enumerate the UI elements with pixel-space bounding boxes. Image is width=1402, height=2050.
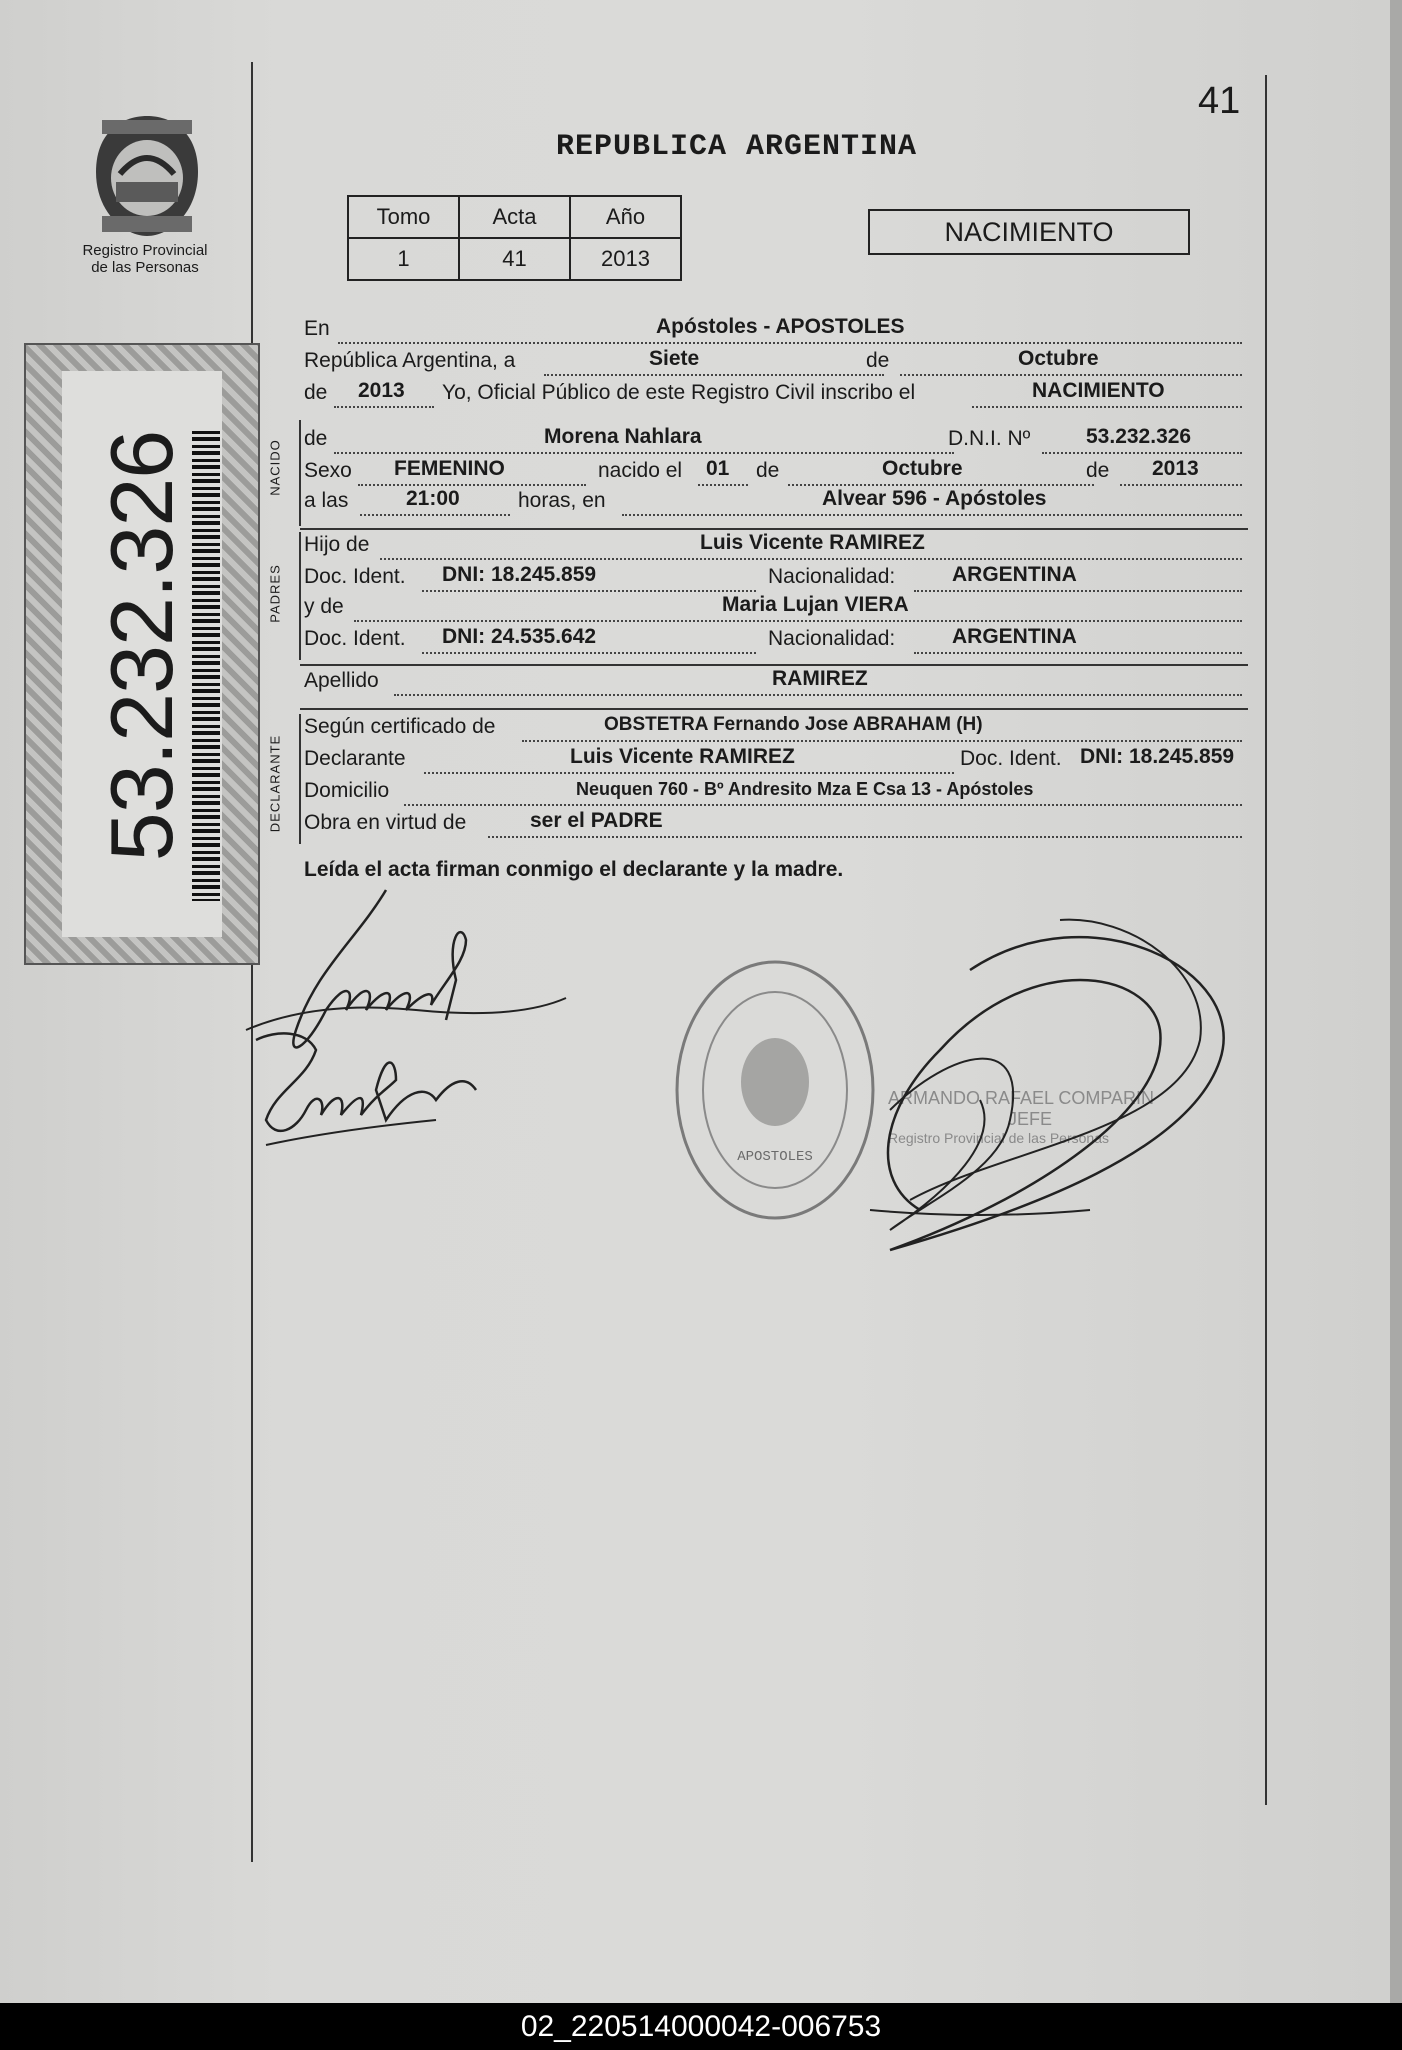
father-nationality-value: ARGENTINA bbox=[952, 563, 1077, 586]
nacido-label: NACIDO bbox=[267, 439, 283, 496]
dotted-line bbox=[914, 652, 1242, 654]
father-name-value: Luis Vicente RAMIREZ bbox=[700, 531, 925, 554]
logo-caption-line1: Registro Provincial bbox=[82, 242, 208, 259]
dotted-line bbox=[334, 406, 434, 408]
seal-center-text: APOSTOLES bbox=[737, 1149, 813, 1165]
registry-header-anio: Año bbox=[570, 196, 681, 238]
declarant-doc-value: DNI: 18.245.859 bbox=[1080, 745, 1235, 768]
dni-value: 53.232.326 bbox=[1086, 425, 1192, 448]
barcode-icon bbox=[192, 431, 220, 901]
official-office: Registro Provincial de las Personas bbox=[888, 1130, 1109, 1146]
provincial-coat-of-arms-icon bbox=[90, 112, 205, 240]
registry-header-tomo: Tomo bbox=[348, 196, 459, 238]
obra-label: Obra en virtud de bbox=[304, 811, 467, 834]
closing-statement: Leída el acta firman conmigo el declarante y la madre. bbox=[304, 858, 844, 881]
nacionalidad-label: Nacionalidad: bbox=[768, 565, 896, 588]
official-title: JEFE bbox=[1008, 1109, 1053, 1129]
page-number: 41 bbox=[1198, 80, 1241, 122]
republica-label: República Argentina, a bbox=[304, 349, 516, 372]
doc-label: Doc. Ident. bbox=[304, 627, 406, 650]
name-value: Morena Nahlara bbox=[544, 425, 702, 448]
de-label: de bbox=[304, 427, 328, 450]
de-label: de bbox=[1086, 459, 1110, 482]
document-title: REPUBLICA ARGENTINA bbox=[556, 130, 918, 164]
declarante-bracket bbox=[299, 714, 301, 844]
dotted-line bbox=[698, 484, 748, 486]
domicilio-label: Domicilio bbox=[304, 779, 390, 802]
de-label: de bbox=[866, 349, 890, 372]
certificate-value: OBSTETRA Fernando Jose ABRAHAM (H) bbox=[604, 714, 983, 735]
obra-value: ser el PADRE bbox=[530, 809, 663, 832]
official-signature-icon bbox=[830, 910, 1250, 1310]
dotted-line bbox=[914, 590, 1242, 592]
anio-label: de bbox=[304, 381, 328, 404]
row-obra bbox=[304, 809, 1246, 842]
birth-day-value: 01 bbox=[706, 457, 730, 480]
declarant-name-value: Luis Vicente RAMIREZ bbox=[570, 745, 795, 768]
official-name: ARMANDO RAFAEL COMPARIN bbox=[888, 1088, 1155, 1108]
hour-value: 21:00 bbox=[406, 487, 460, 510]
segun-label: Según certificado de bbox=[304, 715, 496, 738]
nacido-bracket bbox=[299, 420, 301, 526]
yo-text: Yo, Oficial Público de este Registro Civil inscribo el bbox=[442, 381, 916, 404]
dotted-line bbox=[544, 374, 884, 376]
row-domicilio bbox=[304, 780, 1246, 810]
apellido-label: Apellido bbox=[304, 669, 379, 692]
row-en bbox=[304, 315, 1246, 348]
registry-value-anio: 2013 bbox=[570, 238, 681, 280]
id-sticker-number: 53.232.326 bbox=[92, 430, 191, 862]
dotted-line bbox=[972, 406, 1242, 408]
nacido-el-label: nacido el bbox=[598, 459, 683, 482]
dotted-line bbox=[488, 836, 1242, 838]
declarante-field-label: Declarante bbox=[304, 747, 406, 770]
dotted-line bbox=[338, 342, 1242, 344]
dni-label: D.N.I. Nº bbox=[948, 427, 1031, 450]
registry-value-tomo: 1 bbox=[348, 238, 459, 280]
dotted-line bbox=[394, 694, 1242, 696]
en-label: En bbox=[304, 317, 330, 340]
day-value: Siete bbox=[649, 347, 700, 370]
declarant-signature-icon bbox=[236, 880, 576, 1170]
sexo-value: FEMENINO bbox=[394, 457, 505, 480]
dotted-line bbox=[1120, 484, 1242, 486]
surname-value: RAMIREZ bbox=[772, 667, 868, 690]
horas-label: horas, en bbox=[518, 489, 606, 512]
padres-bracket bbox=[299, 532, 301, 660]
month-value: Octubre bbox=[1018, 347, 1099, 370]
padres-label: PADRES bbox=[267, 564, 283, 623]
doc-label: Doc. Ident. bbox=[304, 565, 406, 588]
logo-caption-line2: de las Personas bbox=[91, 259, 199, 276]
right-margin-line bbox=[1265, 75, 1267, 1805]
de-label: de bbox=[756, 459, 780, 482]
doc-label: Doc. Ident. bbox=[960, 747, 1062, 770]
sexo-label: Sexo bbox=[304, 459, 352, 482]
birth-year-value: 2013 bbox=[1152, 457, 1199, 480]
place-value: Apóstoles - APOSTOLES bbox=[656, 315, 905, 338]
registry-header-acta: Acta bbox=[459, 196, 570, 238]
declarante-label: DECLARANTE bbox=[267, 734, 283, 833]
dotted-line bbox=[622, 514, 1242, 516]
mother-doc-value: DNI: 24.535.642 bbox=[442, 625, 597, 648]
row-madre-doc bbox=[304, 625, 1246, 658]
hijo-label: Hijo de bbox=[304, 533, 370, 556]
row-apellido bbox=[304, 667, 1246, 700]
mother-nationality-value: ARGENTINA bbox=[952, 625, 1077, 648]
y-de-label: y de bbox=[304, 595, 344, 618]
id-sticker bbox=[24, 343, 260, 965]
alas-label: a las bbox=[304, 489, 349, 512]
logo-caption bbox=[60, 242, 230, 276]
father-doc-value: DNI: 18.245.859 bbox=[442, 563, 597, 586]
year-value: 2013 bbox=[358, 379, 405, 402]
dotted-line bbox=[360, 514, 510, 516]
footer-document-id: 02_220514000042-006753 bbox=[0, 2003, 1402, 2050]
dotted-line bbox=[422, 652, 756, 654]
inscribo-value: NACIMIENTO bbox=[1032, 379, 1165, 402]
row-anio bbox=[304, 379, 1246, 412]
birth-place-value: Alvear 596 - Apóstoles bbox=[822, 487, 1047, 510]
nacionalidad-label: Nacionalidad: bbox=[768, 627, 896, 650]
id-sticker-inner bbox=[62, 371, 222, 937]
registry-value-acta: 41 bbox=[459, 238, 570, 280]
mother-name-value: Maria Lujan VIERA bbox=[722, 593, 909, 616]
address-value: Neuquen 760 - Bº Andresito Mza E Csa 13 - Apóstoles bbox=[576, 779, 1034, 799]
dotted-line bbox=[1042, 452, 1242, 454]
record-type-box: NACIMIENTO bbox=[868, 209, 1190, 255]
page-edge bbox=[1390, 0, 1402, 2003]
registry-table bbox=[347, 195, 682, 281]
row-hora bbox=[304, 487, 1246, 520]
dotted-line bbox=[422, 590, 756, 592]
birth-month-value: Octubre bbox=[882, 457, 963, 480]
